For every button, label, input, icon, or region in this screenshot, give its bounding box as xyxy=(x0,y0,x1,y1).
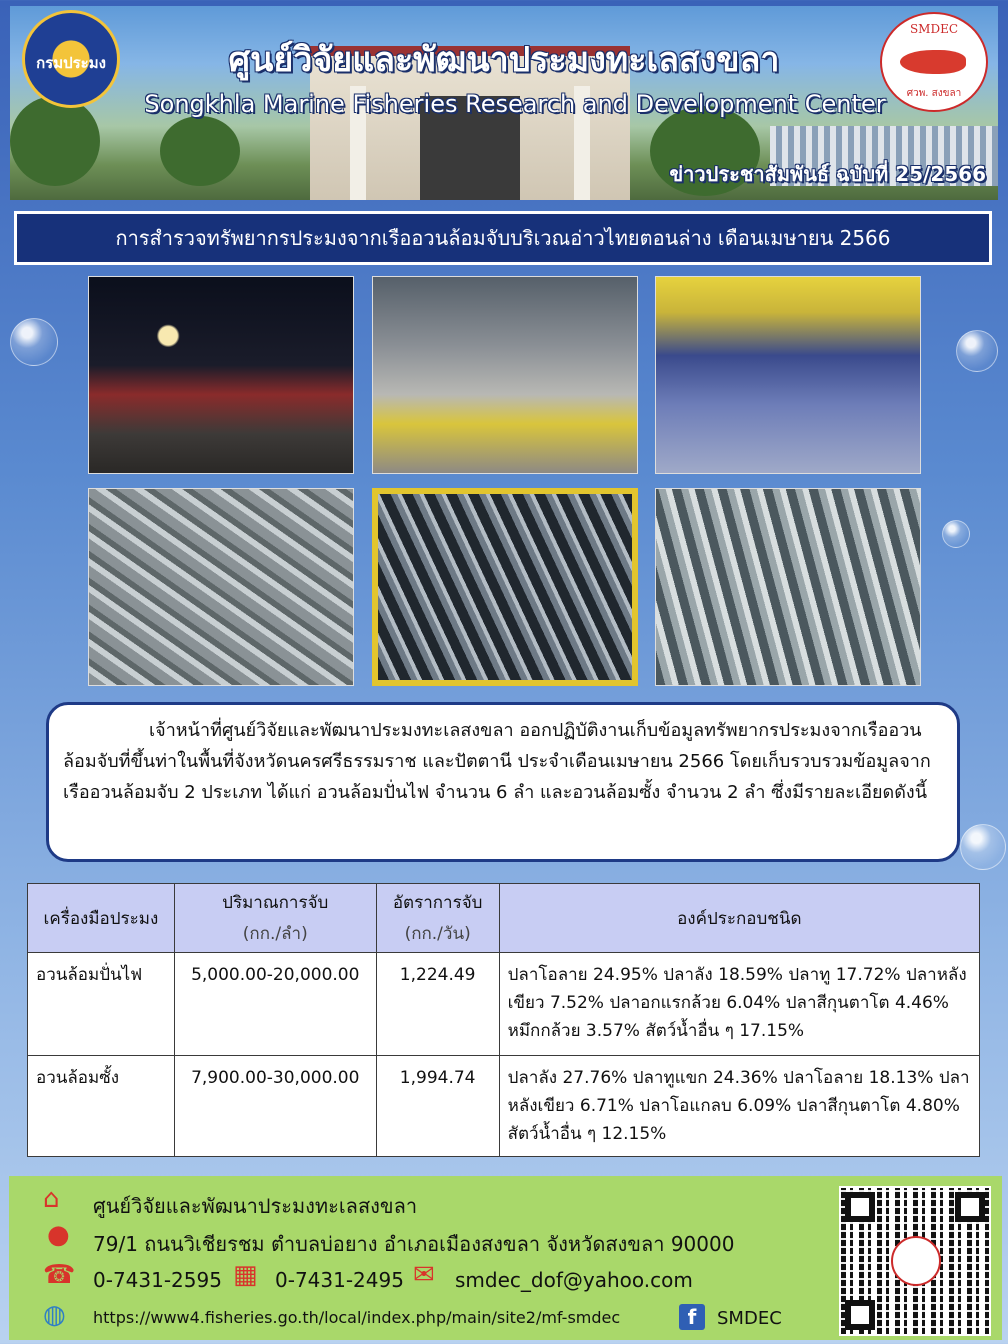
cell-composition: ปลาลัง 27.76% ปลาทูแขก 24.36% ปลาโอลาย 18.13% ปลาหลังเขียว 6.71% ปลาโอแกลบ 6.09% ปลาสีกุนตาโต 4.80% สัตว์น้ำอื่น ๆ 12.15% xyxy=(499,1056,979,1157)
bubble-decoration xyxy=(956,330,998,372)
cell-rate: 1,224.49 xyxy=(376,953,499,1056)
photo-fish-basket xyxy=(372,488,638,686)
cell-gear: อวนล้อมซั้ง xyxy=(28,1056,175,1157)
facebook-icon[interactable]: f xyxy=(679,1304,705,1330)
header-composition: องค์ประกอบชนิด xyxy=(499,884,979,953)
photo-officers-recording xyxy=(372,276,638,474)
footer-email[interactable]: smdec_dof@yahoo.com xyxy=(455,1268,693,1292)
footer-org-name: ศูนย์วิจัยและพัฒนาประมงทะเลสงขลา xyxy=(93,1194,418,1218)
footer-website[interactable]: https://www4.fisheries.go.th/local/index.php/main/site2/mf-smdec xyxy=(93,1308,621,1327)
contact-footer xyxy=(9,1176,1002,1340)
catch-summary-table xyxy=(27,883,980,1157)
footer-fax: 0-7431-2495 xyxy=(275,1268,404,1292)
email-icon: ✉ xyxy=(413,1260,435,1290)
table-row xyxy=(28,1056,980,1157)
center-name-english: Songkhla Marine Fisheries Research and Development Center xyxy=(144,90,886,118)
phone-icon: ☎ xyxy=(43,1260,76,1290)
header-gear: เครื่องมือประมง xyxy=(28,884,175,953)
header-rate: อัตราการจับ (กก./วัน) xyxy=(376,884,499,953)
fax-icon: ▦ xyxy=(233,1260,258,1290)
footer-phone[interactable]: 0-7431-2595 xyxy=(93,1268,222,1292)
qr-code[interactable] xyxy=(839,1186,991,1336)
intro-paragraph-box xyxy=(46,702,960,862)
department-of-fisheries-logo: กรมประมง xyxy=(22,10,120,108)
tree-decoration xyxy=(160,116,240,186)
photo-fish-pile-2 xyxy=(655,488,921,686)
bubble-decoration xyxy=(10,318,58,366)
cell-catch: 7,900.00-30,000.00 xyxy=(174,1056,376,1157)
photo-sorting-catch xyxy=(655,276,921,474)
footer-facebook[interactable]: SMDEC xyxy=(717,1308,782,1329)
press-release-issue: ข่าวประชาสัมพันธ์ ฉบับที่ 25/2566 xyxy=(669,162,986,186)
intro-paragraph: เจ้าหน้าที่ศูนย์วิจัยและพัฒนาประมงทะเลสงขลา ออกปฏิบัติงานเก็บข้อมูลทรัพยากรประมงจากเรืออวนล้อมจับที่ขึ้นท่าในพื้นที่จังหวัดนครศรีธรรมราช และปัตตานี ประจำเดือนเมษายน 2566 โดยเก็บรวบรวมข้อมูลจากเรืออวนล้อมจับ 2 ประเภท ได้แก่ อวนล้อมปั่นไฟ จำนวน 6 ลำ และอวนล้อมซั้ง จำนวน 2 ลำ ซึ่งมีรายละเอียดดังนี้ xyxy=(63,720,931,803)
cell-composition: ปลาโอลาย 24.95% ปลาลัง 18.59% ปลาทู 17.72% ปลาหลังเขียว 7.52% ปลาอกแรกล้วย 6.04% ปลาสีกุนตาโต 4.46% หมึกกล้วย 3.57% สัตว์น้ำอื่น ๆ 17.15% xyxy=(499,953,979,1056)
location-pin-icon: ● xyxy=(47,1220,70,1250)
cell-catch: 5,000.00-20,000.00 xyxy=(174,953,376,1056)
bubble-decoration xyxy=(960,824,1006,870)
header-catch: ปริมาณการจับ (กก./ลำ) xyxy=(174,884,376,953)
photo-fish-pile-1 xyxy=(88,488,354,686)
table-row xyxy=(28,953,980,1056)
center-name-thai: ศูนย์วิจัยและพัฒนาประมงทะเลสงขลา xyxy=(228,40,780,80)
cell-rate: 1,994.74 xyxy=(376,1056,499,1157)
smdec-logo: SMDEC ศวพ. สงขลา xyxy=(880,12,988,112)
home-icon: ⌂ xyxy=(43,1184,60,1214)
footer-address: 79/1 ถนนวิเชียรชม ตำบลบ่อยาง อำเภอเมืองสงขลา จังหวัดสงขลา 90000 xyxy=(93,1232,735,1256)
globe-icon: ◍ xyxy=(43,1300,66,1330)
photo-boat-at-night xyxy=(88,276,354,474)
news-title: การสำรวจทรัพยากรประมงจากเรืออวนล้อมจับบริเวณอ่าวไทยตอนล่าง เดือนเมษายน 2566 xyxy=(14,211,992,265)
smdec-logo-small xyxy=(891,1236,941,1286)
bubble-decoration xyxy=(942,520,970,548)
cell-gear: อวนล้อมปั่นไฟ xyxy=(28,953,175,1056)
